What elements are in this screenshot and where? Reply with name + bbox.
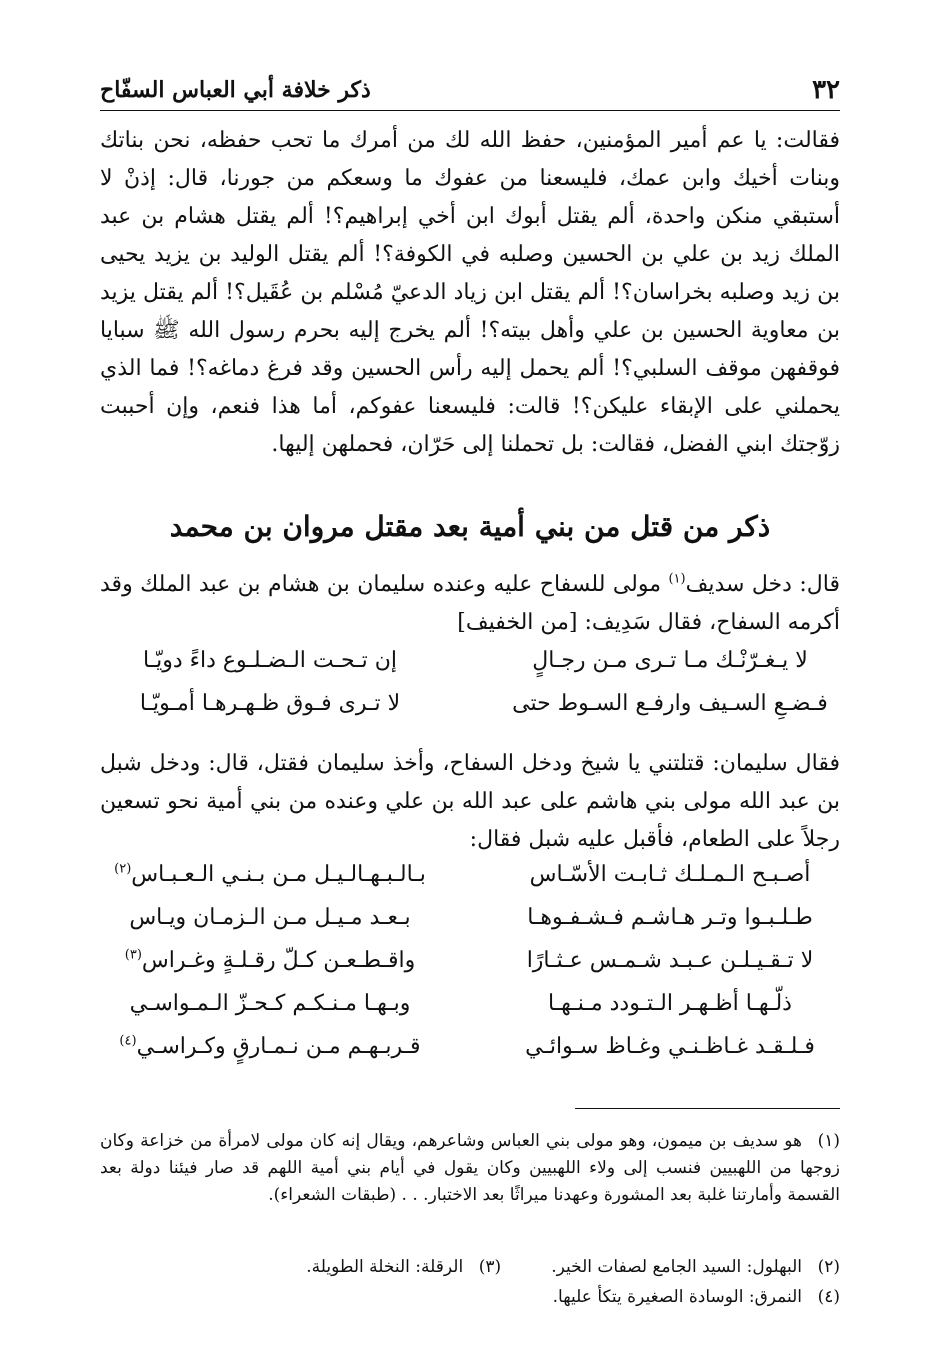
verse-first-hemistich: ذلّـهـا أظـهـر الـتـودد مـنـهـا: [548, 991, 792, 1016]
verse-second-hemistich: [100, 691, 440, 734]
poem-verse: [100, 905, 840, 948]
poem-1: [100, 648, 840, 734]
running-title: ذكر خلافة أبي العباس السفّاح: [100, 77, 371, 103]
footnote-1-number: (١): [817, 1131, 840, 1151]
verse-second-hemistich: [100, 1034, 440, 1077]
verse-second-text: وبـهـا مـنـكـم كـحـزّ الـمـواسـي: [129, 991, 411, 1016]
verse-second-hemistich: [100, 991, 440, 1034]
verse-second-text: بـعـد مـيـل مـن الـزمـان ويـاس: [129, 905, 411, 930]
footnote-3-number: (٣): [478, 1257, 502, 1277]
footnote-4-number: (٤): [817, 1287, 840, 1307]
footnote-4-text: النمرق: الوسادة الصغيرة يتكأ عليها.: [552, 1287, 802, 1307]
verse-second-hemistich: [100, 905, 440, 948]
footnote-ref-4: (٤): [119, 1033, 137, 1049]
verse-second-text: واقـطـعـن كـلّ رقـلـةٍ وغـراس: [141, 948, 416, 973]
verse-first-hemistich: لا تـقـيـلـن عـبـد شـمـس عـثـارًا: [526, 948, 814, 973]
poem-verse: [100, 648, 840, 691]
verse-second-text: قـربـهـم مـن نـمـارقٍ وكـراسـي: [136, 1034, 421, 1059]
footnote-ref-1: (١): [668, 571, 686, 587]
verse-second-text: إن تـحـت الـضـلـوع داءً دويّـا: [142, 648, 397, 673]
footnote-2-text: البهلول: السيد الجامع لصفات الخير.: [551, 1257, 802, 1277]
page-header: [100, 70, 840, 111]
paragraph-3: [100, 745, 840, 859]
footnote-1: [100, 1128, 840, 1209]
paragraph-2-rest: مولى للسفاح عليه وعنده سليمان بن هشام بن عبد الملك وقد أكرمه السفاح، فقال سَدِيف: [من الخفيف]: [100, 572, 840, 635]
verse-first-hemistich: فـضـعِ السـيف وارفـع السـوط حتى: [512, 691, 828, 716]
poem-2: [100, 862, 840, 1077]
footnote-3-text: الرقلة: النخلة الطويلة.: [306, 1257, 464, 1277]
paragraph-1: [100, 122, 840, 464]
paragraph-3-text: فقال سليمان: قتلتني يا شيخ ودخل السفاح، وأخذ سليمان فقتل، قال: ودخل شبل بن عبد الله مولى بني هاشم على عبد الله بن علي وعنده من بني أمية نحو تسعين رجلاً على الطعام، فأقبل عليه شبل فقال:: [100, 751, 840, 852]
section-title: ذكر من قتل من بني أمية بعد مقتل مروان بن محمد: [169, 510, 771, 543]
paragraph-1-text: فقالت: يا عم أمير المؤمنين، حفظ الله لك من أمرك ما تحب حفظه، نحن بناتك وبنات أخيك وابن عمك، فليسعنا من عفوك ما وسعكم من جورنا، قال: إذنْ لا أستبقي منكن واحدة، ألم يقتل أبوك ابن أخي إبراهيم؟! ألم يقتل هشام بن عبد الملك زيد بن علي بن الحسين وصلبه في الكوفة؟! ألم يقتل الوليد بن يزيد يحيى بن زيد وصلبه بخراسان؟! ألم يقتل ابن زياد الدعيّ مُسْلم بن عُقَيل؟! ألم يقتل يزيد بن معاوية الحسين بن علي وأهل بيته؟! ألم يخرج إليه بحرم رسول الله ﷺ سبايا فوقفهن موقف السلبي؟! ألم يحمل إليه رأس الحسين وقد فرغ دماغه؟! فما الذي يحملني على الإبقاء عليكن؟! قالت: فليسعنا عفوكم، أما هذا فنعم، وإن أحببت زوّجتك ابني الفضل، فقالت: بل تحملنا إلى حَرّان، فحملهن إليها.: [100, 128, 840, 457]
verse-second-hemistich: [100, 948, 440, 991]
verse-second-text: لا تـرى فـوق ظـهـرهـا أمـويّـا: [139, 691, 401, 716]
verse-first-hemistich: فـلـقـد غـاظـنـي وغـاظ سـوائـي: [525, 1034, 815, 1059]
verse-first-hemistich: طـلـبـوا وتـر هـاشـم فـشـفـوهـا: [527, 905, 813, 930]
verse-first-hemistich: أصـبـح الـمـلـك ثـابـت الأسّـاس: [529, 862, 811, 887]
paragraph-2: [100, 566, 840, 642]
poem-verse: [100, 991, 840, 1034]
footnote-4: [100, 1284, 840, 1311]
poem-verse: [100, 862, 840, 905]
verse-second-hemistich: [100, 648, 440, 691]
footnote-ref-3: (٣): [124, 947, 142, 963]
footnote-ref-2: (٢): [114, 861, 132, 877]
footnote-row-2-3: [100, 1254, 840, 1281]
poem-verse: [100, 1034, 840, 1077]
poem-verse: [100, 948, 840, 991]
verse-second-hemistich: [100, 862, 440, 905]
poem-verse: [100, 691, 840, 734]
verse-first-hemistich: لا يـغـرّنْـك مـا تـرى مـن رجـالٍ: [532, 648, 808, 673]
verse-second-text: بـالـبـهـالـيـل مـن بـنـي الـعـبـاس: [131, 862, 426, 887]
footnote-1-text: هو سديف بن ميمون، وهو مولى بني العباس وشاعرهم، ويقال إنه كان مولى لامرأة من خزاعة وكان زوجها من اللهبيين فنسب إلى ولاء اللهبيين وكان يقول في أيام بني أمية اللهم قد صار فيئنا دولة بعد القسمة وأمارتنا غلبة بعد المشورة وعهدنا ميراثًا بعد الاختبار. . . (طبقات الشعراء).: [100, 1131, 840, 1205]
footnote-2-number: (٢): [817, 1257, 840, 1277]
footnote-separator: [575, 1108, 840, 1109]
paragraph-2-start: قال: دخل سديف: [685, 572, 841, 597]
paragraph-2-text: [100, 566, 840, 642]
page-number: ٣٢: [812, 75, 840, 105]
